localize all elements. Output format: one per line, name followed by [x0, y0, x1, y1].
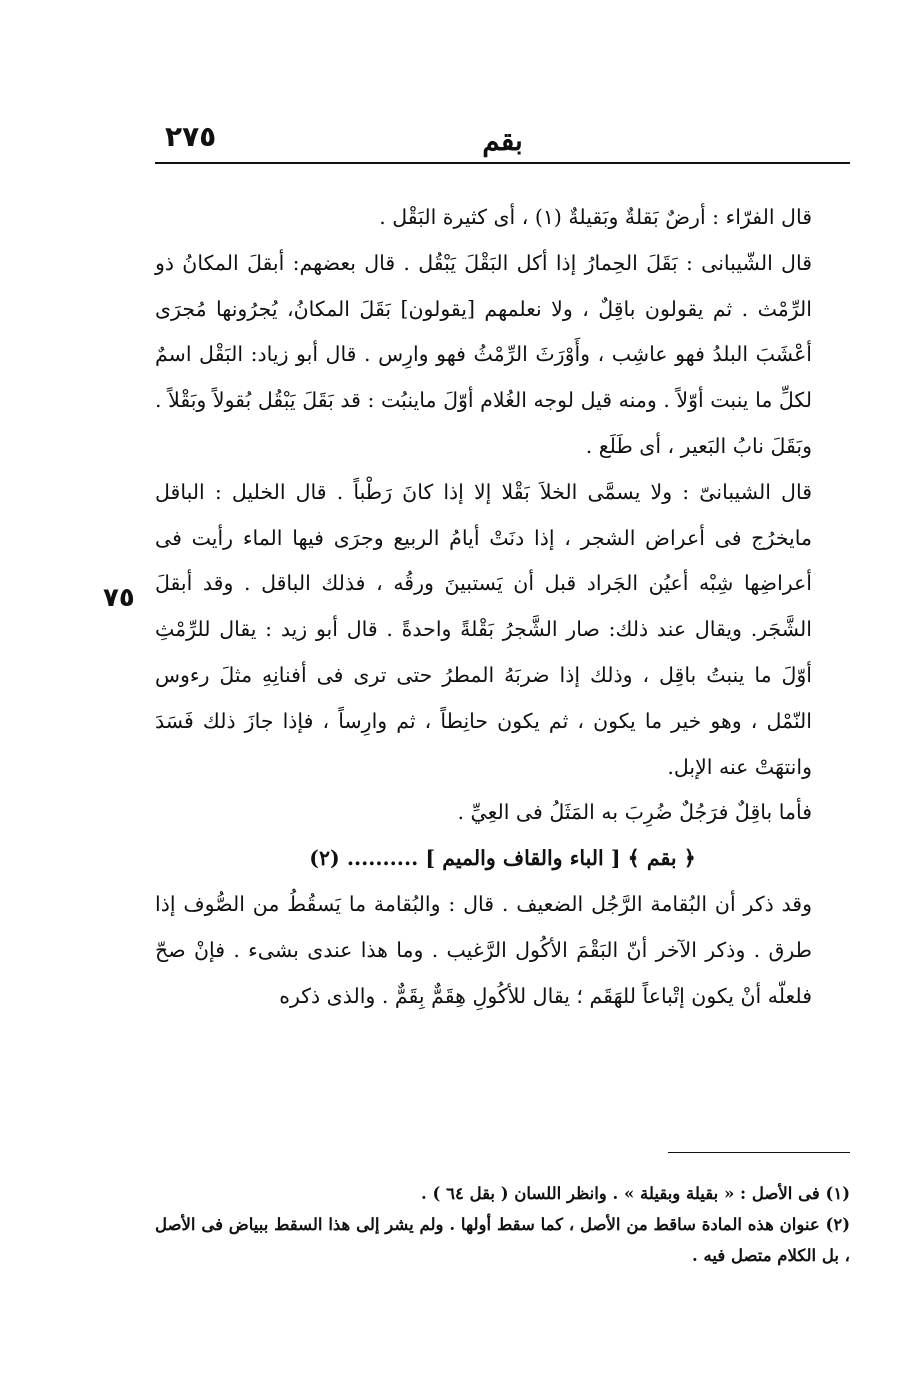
paragraph-1: قال الفرّاء : أرضٌ بَقلةٌ وبَقيلةٌ (١) ، أى كثيرة البَقْل . — [379, 205, 812, 229]
entry-heading: ﴿ بقم ﴾ [ الباء والقاف والميم ] .......... (٢) — [309, 846, 696, 871]
page-header — [155, 118, 850, 168]
paragraph-4: فأما باقِلٌ فرَجُلٌ ضُرِبَ به المَثَلُ فى العِيِّ . — [457, 800, 812, 825]
page-number: ٢٧٥ — [165, 120, 217, 153]
footnotes — [155, 1178, 850, 1271]
body-text — [155, 195, 850, 1019]
running-head: بقم — [482, 124, 523, 157]
footnote-1: (١) فى الأصل : « بقيلة وبقيلة » . وانظر اللسان ( بقل ٦٤ ) . — [421, 1184, 850, 1203]
paragraph-3: قال الشيبانىّ : ولا يسمَّى الخلاَ بَقْلا إلا إذا كانَ رَطْباً . قال الخليل : الباقل مايخرُج فى أعراض الشجر ، إذا دنَتْ أيامُ الربيع وجرَى فيها الماء رأيت فى أعراضِها شِبْه أعيُن الجَراد قبل أن يَستبينَ ورقُه ، فذلك الباقل . وقد أبقلَ الشَّجَر. ويقال عند ذلك: صار الشَّجرُ بَقْلةً واحدةً . قال أبو زيد : يقال للرِّمْثِ أوّلَ ما ينبتُ باقِل ، وذلك إذا ضربَهُ المطرُ حتى ترى فى أفنانِهِ مثلَ رءوس النّمْل ، وهو خير ما يكون ، ثم يكون حانِطاً ، ثم وارِساً ، فإذا جازَ ذلك فَسَدَ وانتهَتْ عنه الإبل. — [155, 479, 812, 779]
footnote-2: (٢) عنوان هذه المادة ساقط من الأصل ، كما سقط أولها . ولم يشر إلى هذا السقط ببياض فى الأصل ، بل الكلام متصل فيه . — [155, 1215, 850, 1265]
paragraph-2: قال الشّيبانى : بَقَلَ الحِمارُ إذا أكل البَقْلَ يَبْقُل . قال بعضهم: أبقلَ المكانُ ذو الرِّمْث . ثم يقولون باقِلٌ ، ولا نعلمهم [يقولون] بَقَلَ المكانُ، يُجرُونها مُجرَى أعْشَبَ البلدُ فهو عاشِب ، وأَوْرَثَ الرِّمْثُ فهو وارِس . قال أبو زياد: البَقْل اسمٌ لكلِّ ما ينبت أوّلاً . ومنه قيل لوجه الغُلام أوّلَ ماينبُت : قد بَقَلَ يَبْقُل بُقولاً وبَقْلاً . وبَقَلَ نابُ البَعير ، أى طَلَع . — [155, 250, 812, 458]
header-rule — [155, 162, 850, 164]
footnote-rule — [668, 1152, 850, 1153]
margin-number: ٧٥ — [103, 583, 135, 613]
paragraph-5: وقد ذكر أن البُقامة الرَّجُل الضعيف . قال : والبُقامة ما يَسقُطُ من الصُّوف إذا طرق . وذكر الآخر أنّ البَقْمَ الأكُول الرَّغيب . وما هذا عندى بشىء . فإنْ صحّ فلعلّه أنْ يكون إتْباعاً للهَقَم ؛ يقال للأكُولِ هِقَمٌّ بِقَمٌّ . والذى ذكره — [155, 891, 812, 1008]
